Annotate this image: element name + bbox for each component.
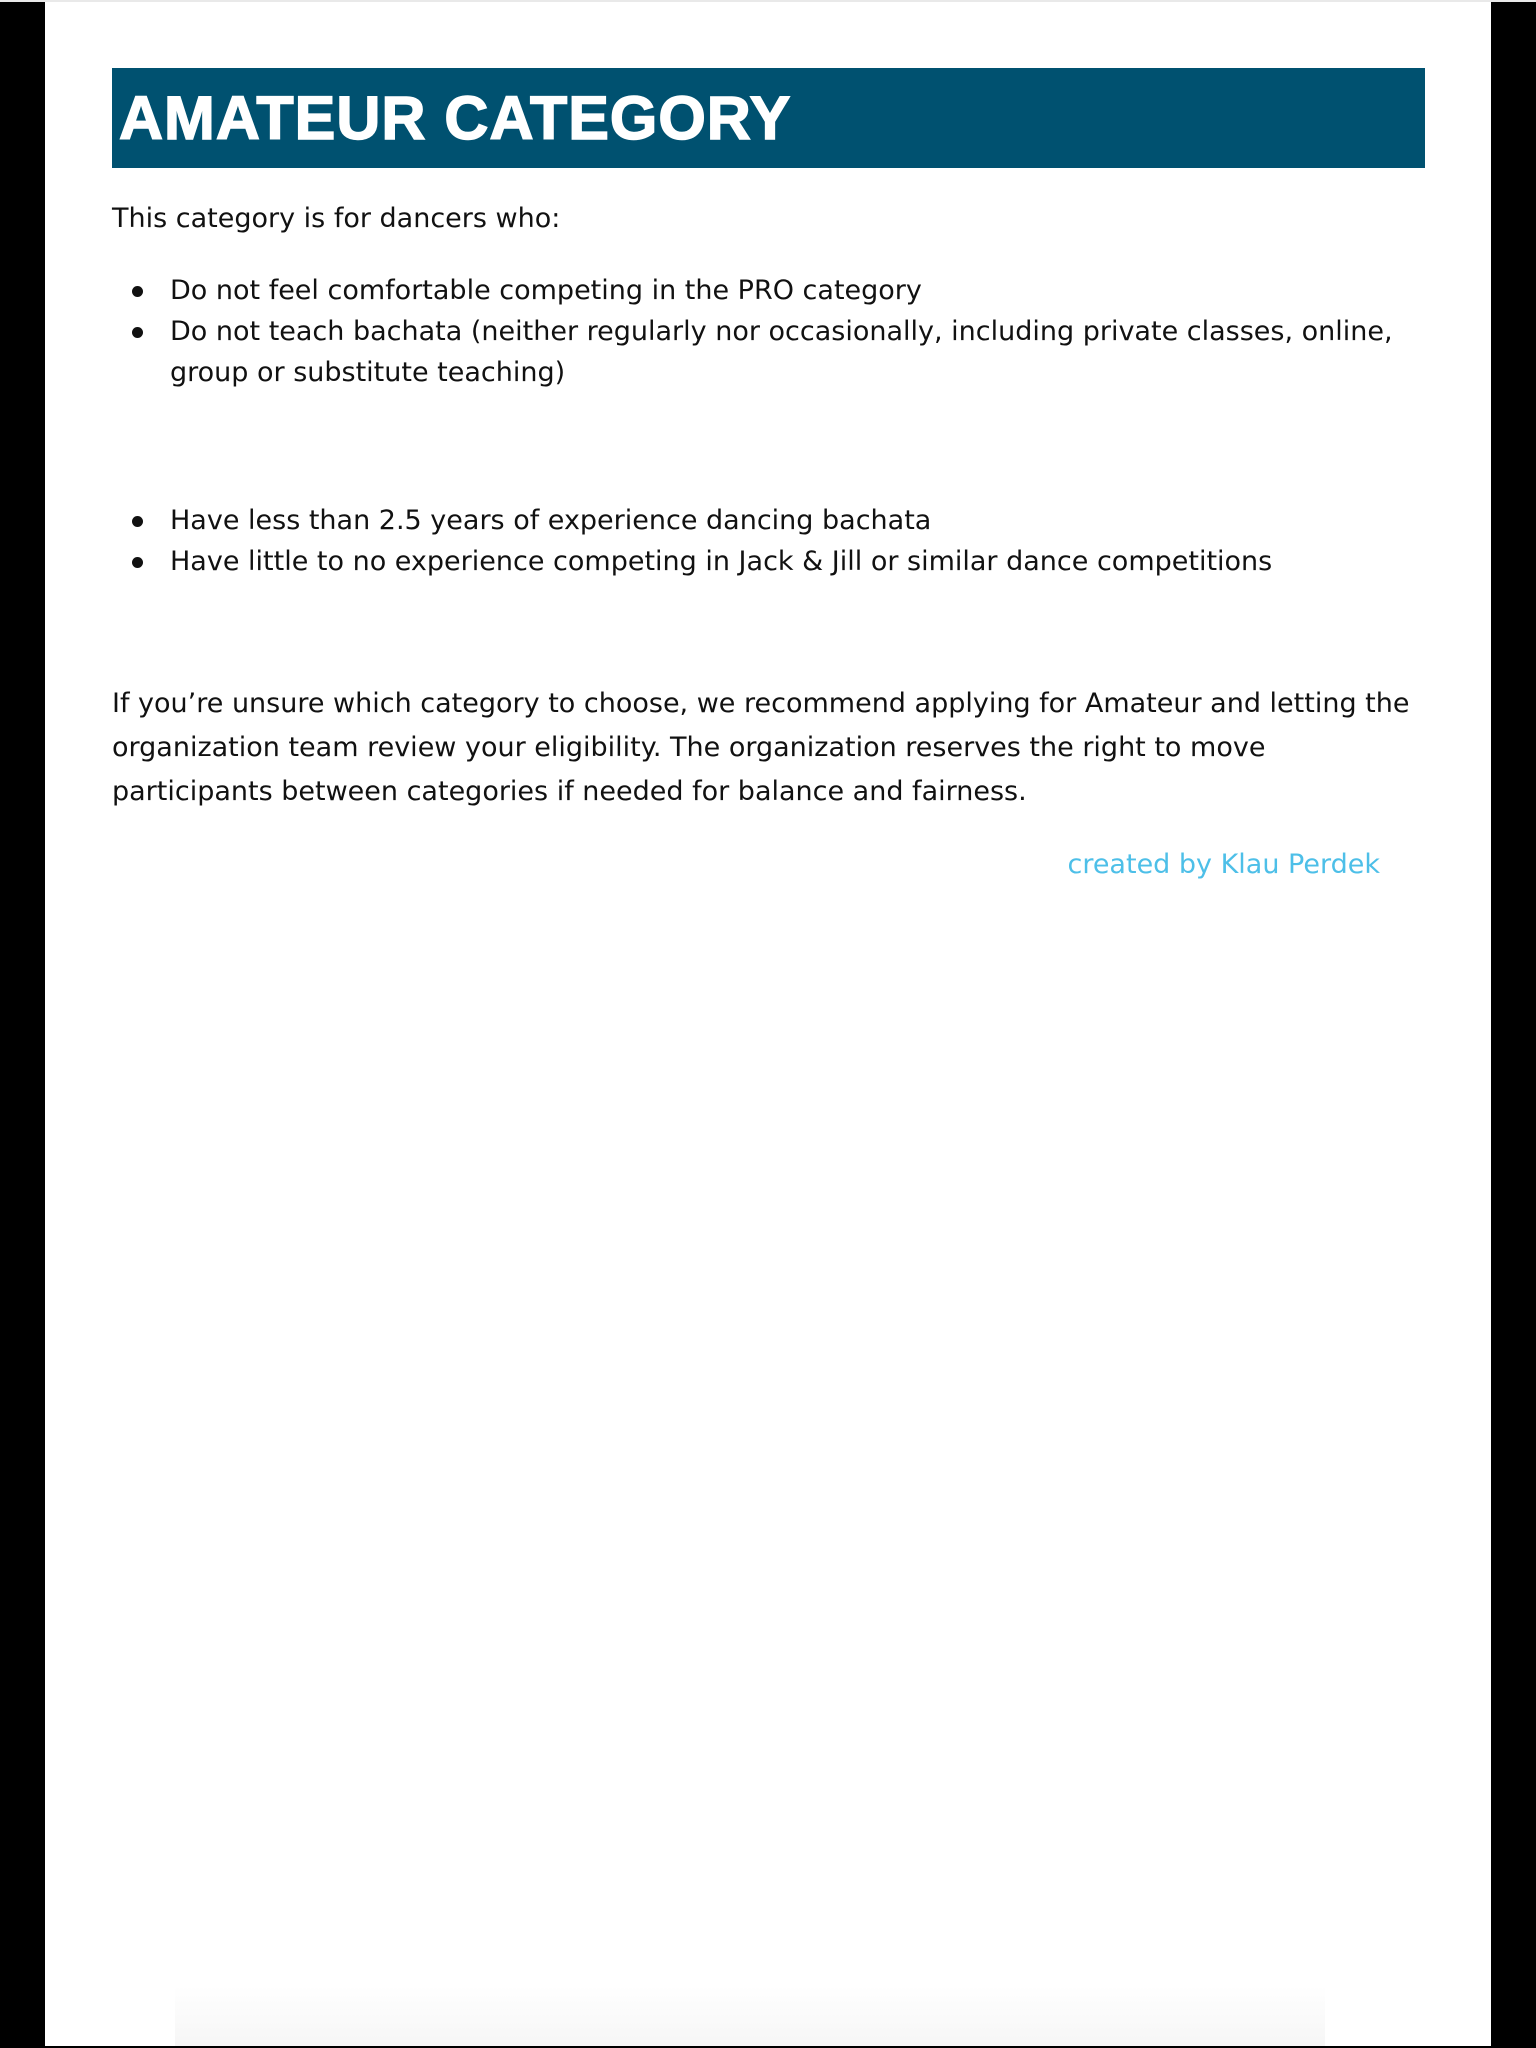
bullet-icon: [132, 516, 143, 527]
list-item: [112, 270, 1425, 311]
list-item: [112, 500, 1425, 541]
bullet-icon: [132, 286, 143, 297]
document-page: [45, 2, 1491, 2046]
list-item: [112, 541, 1425, 582]
eligibility-note: If you’re unsure which category to choose, we recommend applying for Amateur and letting the organization team review your eligibility. The organization reserves the right to move participants between categories if needed for balance and fairness.: [112, 688, 1410, 807]
criteria-list-1: [112, 270, 1425, 393]
intro-text: This category is for dancers who:: [112, 203, 561, 234]
title-banner: [112, 68, 1425, 168]
list-item-text: Have less than 2.5 years of experience dancing bachata: [170, 505, 932, 536]
list-item-text: Have little to no experience competing in Jack & Jill or similar dance competitions: [170, 546, 1273, 577]
list-item-text: Do not feel comfortable competing in the PRO category: [170, 275, 922, 306]
page-title: AMATEUR CATEGORY: [119, 83, 792, 152]
page-bottom-shadow: [175, 1986, 1325, 2046]
list-item: [112, 311, 1425, 393]
bullet-icon: [132, 557, 143, 568]
criteria-list-2: [112, 500, 1425, 582]
bullet-icon: [132, 327, 143, 338]
credit-link[interactable]: created by Klau Perdek: [1067, 849, 1380, 880]
list-item-text: Do not teach bachata (neither regularly nor occasionally, including private classes, online, group or substitute teaching): [170, 316, 1393, 388]
